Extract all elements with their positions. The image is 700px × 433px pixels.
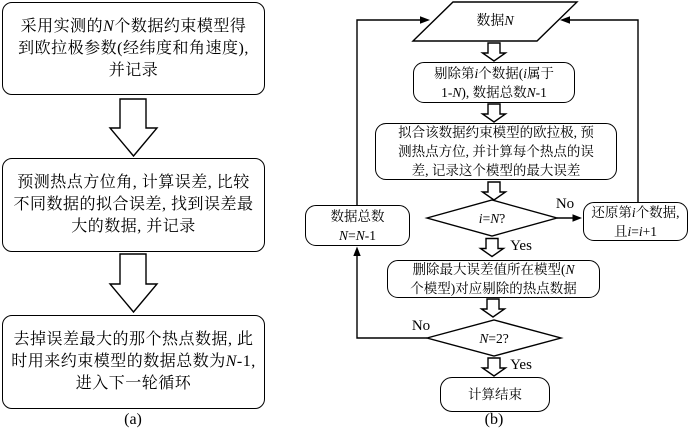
no-label: No [555, 196, 575, 212]
panel-a-step2-box: 预测热点方位角, 计算误差, 比较 不同数据的拟合误差, 找到误差最 大的数据, 并记录 [2, 158, 265, 252]
data-input-label: 数据N [476, 14, 514, 29]
decision-n-eq-2-label: N=2? [479, 331, 509, 346]
delete-max-error-box: 删除最大误差值所在模型(N 个模型)对应剔除的热点数据 [387, 260, 600, 298]
down-block-arrow-icon [483, 104, 506, 122]
down-block-arrow-icon [110, 99, 157, 156]
panel-b-caption: (b) [484, 411, 504, 428]
fit-model-box: 拟合该数据约束模型的欧拉极, 预 测热点方位, 并计算每个热点的误 差, 记录这个模型的最大误差 [375, 123, 617, 180]
remove-ith-data-box: 剔除第i个数据(i属于 1-N), 数据总数N-1 [413, 62, 575, 103]
end-box: 计算结束 [440, 377, 550, 412]
panel-a-caption: (a) [124, 411, 142, 428]
yes-label: Yes [510, 357, 532, 373]
yes-label: Yes [510, 238, 532, 254]
down-block-arrow-icon [483, 43, 506, 61]
total-count-box: 数据总数 N=N-1 [305, 205, 410, 246]
panel-a-step3-box: 去掉误差最大的那个热点数据, 此 时用来约束模型的数据总数为N-1, 进入下一轮循环 [2, 315, 265, 409]
decision-i-eq-n-label: i=N? [478, 211, 506, 226]
arrowhead-icon [353, 247, 360, 257]
panel-a-step1-box: 采用实测的N个数据约束模型得 到欧拉极参数(经纬度和角速度), 并记录 [2, 2, 265, 95]
no-label: No [411, 318, 431, 334]
down-block-arrow-icon [481, 239, 504, 257]
down-block-arrow-icon [482, 299, 505, 317]
restore-ith-data-box: 还原第i个数据, 且i=i+1 [583, 202, 688, 241]
down-block-arrow-icon [110, 254, 157, 312]
arrowhead-icon [420, 16, 430, 23]
down-block-arrow-icon [483, 182, 506, 200]
arrowhead-icon [573, 214, 583, 221]
